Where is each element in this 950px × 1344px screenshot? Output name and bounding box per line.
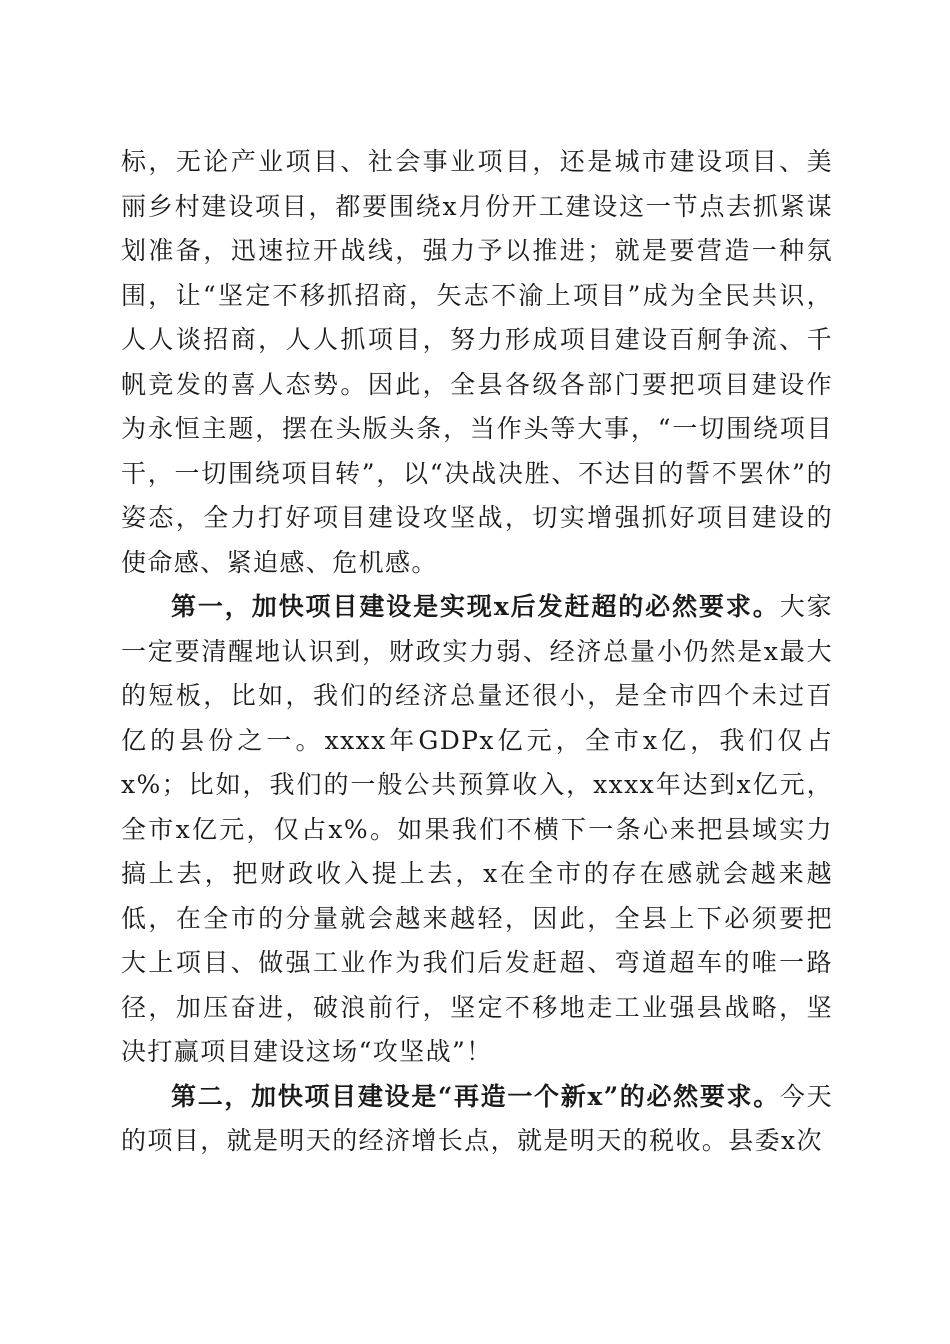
paragraph-continuation (121, 140, 833, 585)
paragraph-first-point (121, 585, 833, 1075)
document-body (121, 140, 833, 1164)
paragraph-lead-sentence: 第二，加快项目建设是“再造一个新x”的必然要求。 (171, 1081, 780, 1111)
paragraph-text: 标，无论产业项目、社会事业项目，还是城市建设项目、美丽乡村建设项目，都要围绕x月份开工建设这一节点去抓紧谋划准备，迅速拉开战线，强力予以推进；就是要营造一种氛围，让“坚定不移抓招商，矢志不渝上项目”成为全民共识，人人谈招商，人人抓项目，努力形成项目建设百舸争流、千帆竞发的喜人态势。因此，全县各级各部门要把项目建设作为永恒主题，摆在头版头条，当作头等大事，“一切围绕项目干，一切围绕项目转”，以“决战决胜、不达目的誓不罢休”的姿态，全力打好项目建设攻坚战，切实增强抓好项目建设的使命感、紧迫感、危机感。 (121, 147, 833, 577)
paragraph-text: 大家一定要清醒地认识到，财政实力弱、经济总量小仍然是x最大的短板，比如，我们的经济总量还很小，是全市四个未过百亿的县份之一。xxxx年GDPx亿元，全市x亿，我们仅占x%；比如，我们的一般公共预算收入，xxxx年达到x亿元，全市x亿元，仅占x%。如果我们不横下一条心来把县域实力搞上去，把财政收入提上去，x在全市的存在感就会越来越低，在全市的分量就会越来越轻，因此，全县上下必须要把大上项目、做强工业作为我们后发赶超、弯道超车的唯一路径，加压奋进，破浪前行，坚定不移地走工业强县战略，坚决打赢项目建设这场“攻坚战”！ (121, 592, 833, 1066)
paragraph-second-point (121, 1075, 833, 1164)
paragraph-text: 今天的项目，就是明天的经济增长点，就是明天的税收。县委x次 (121, 1081, 833, 1155)
paragraph-lead-sentence: 第一，加快项目建设是实现x后发赶超的必然要求。 (171, 592, 780, 621)
